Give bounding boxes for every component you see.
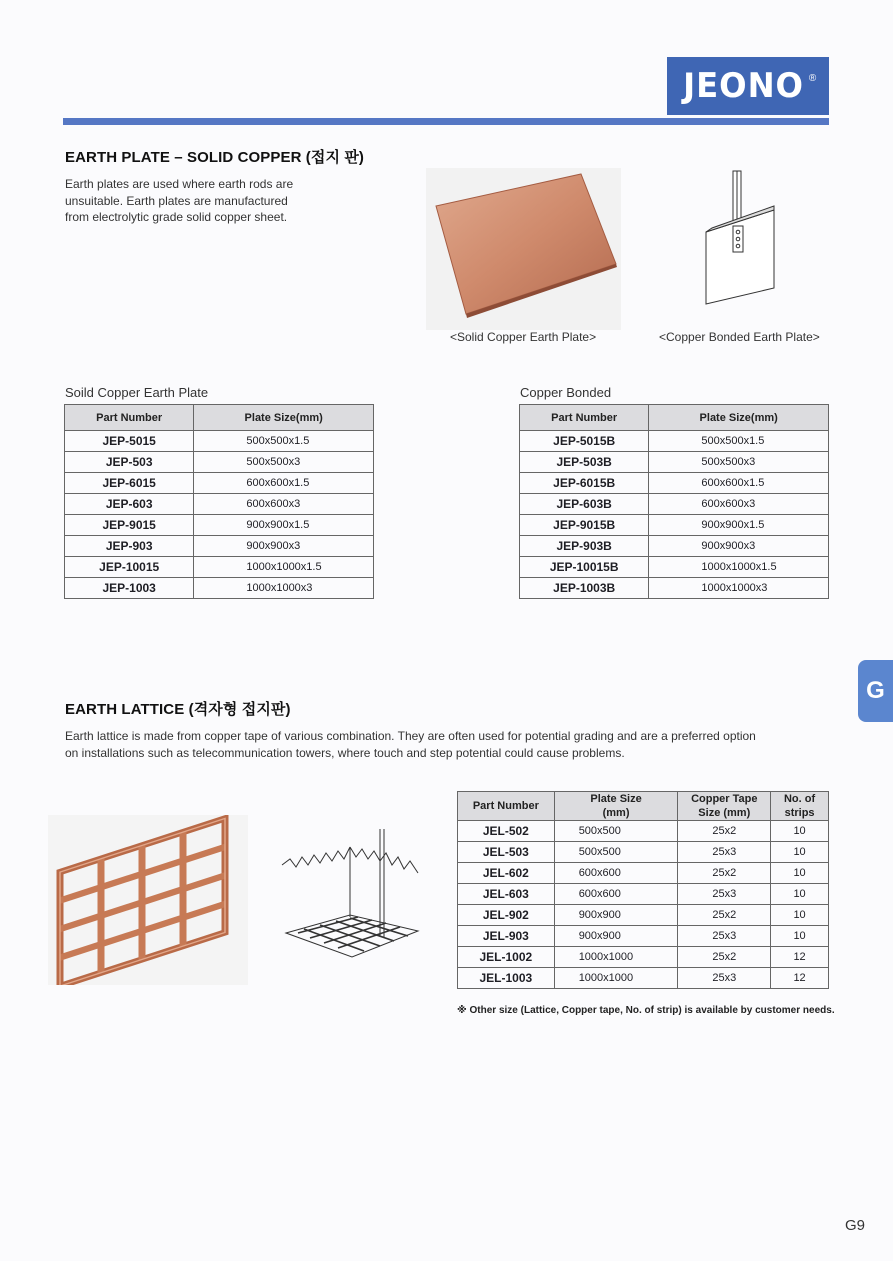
plate-description-line: from electrolytic grade solid copper sheet. [65, 210, 288, 224]
table-row [520, 494, 829, 515]
bonded-table-label: Copper Bonded [520, 385, 612, 400]
lattice-installation-drawing [280, 825, 430, 970]
plate-size-cell: 1000x1000x1.5 [194, 557, 374, 578]
part-number-cell: JEP-9015B [520, 515, 649, 536]
header-rule [63, 118, 829, 125]
header-line: Part Number [472, 800, 539, 812]
table-row [458, 947, 829, 968]
part-number-cell: JEL-1003 [458, 968, 555, 989]
table-row [520, 473, 829, 494]
table-row [458, 842, 829, 863]
plate-size-cell: 600x600x3 [649, 494, 829, 515]
part-number-cell: JEP-1003 [65, 578, 194, 599]
plate-size-cell: 500x500x3 [194, 452, 374, 473]
strips-cell: 10 [771, 842, 829, 863]
column-header [771, 792, 829, 821]
plate-size-cell: 600x600 [554, 863, 678, 884]
lattice-section-title: EARTH LATTICE (격자형 접지판) [65, 701, 291, 718]
header-line: No. of [783, 793, 816, 805]
part-number-cell: JEP-6015 [65, 473, 194, 494]
table-row [458, 863, 829, 884]
solid-table-label: Soild Copper Earth Plate [65, 385, 209, 400]
part-number-cell: JEP-5015B [520, 431, 649, 452]
plate-size-cell: 1000x1000x1.5 [649, 557, 829, 578]
table-header-row [520, 405, 829, 431]
lattice-description-line: Earth lattice is made from copper tape of various combination. They are often used for potential grading and are a preferred option [65, 729, 756, 743]
plate-section-title: EARTH PLATE – SOLID COPPER (접지 판) [65, 149, 365, 166]
plate-size-cell: 500x500x1.5 [649, 431, 829, 452]
part-number-cell: JEP-903 [65, 536, 194, 557]
earth-lattice-table [457, 791, 829, 989]
table-row [65, 494, 374, 515]
part-number-cell: JEL-502 [458, 821, 555, 842]
table-row [65, 515, 374, 536]
plate-size-cell: 1000x1000x3 [194, 578, 374, 599]
bonded-plate-caption: <Copper Bonded Earth Plate> [659, 330, 820, 344]
table-header-row [65, 405, 374, 431]
tape-size-cell: 25x2 [678, 821, 771, 842]
strips-cell: 10 [771, 863, 829, 884]
solid-plate-caption: <Solid Copper Earth Plate> [450, 330, 597, 344]
plate-size-cell: 500x500x3 [649, 452, 829, 473]
solid-copper-table [64, 404, 374, 599]
part-number-cell: JEP-5015 [65, 431, 194, 452]
table-row [65, 557, 374, 578]
tape-size-cell: 25x3 [678, 842, 771, 863]
part-number-cell: JEL-503 [458, 842, 555, 863]
plate-description-line: Earth plates are used where earth rods are [65, 177, 294, 191]
table-row [520, 536, 829, 557]
strips-cell: 10 [771, 884, 829, 905]
header-line: Plate Size [590, 793, 642, 805]
column-header: Plate Size(mm) [649, 405, 829, 431]
column-header: Part Number [65, 405, 194, 431]
column-header: Part Number [520, 405, 649, 431]
section-tab: G [858, 660, 893, 722]
header-line: (mm) [602, 807, 630, 819]
tape-size-cell: 25x2 [678, 905, 771, 926]
part-number-cell: JEP-10015B [520, 557, 649, 578]
part-number-cell: JEP-503B [520, 452, 649, 473]
brand-registered-mark: ® [808, 72, 817, 84]
column-header [678, 792, 771, 821]
plate-size-cell: 500x500x1.5 [194, 431, 374, 452]
strips-cell: 10 [771, 905, 829, 926]
brand-logo [667, 57, 829, 115]
lattice-description-line: on installations such as telecommunication towers, where touch and step potential could cause problems. [65, 745, 625, 760]
plate-size-cell: 900x900x1.5 [649, 515, 829, 536]
part-number-cell: JEP-503 [65, 452, 194, 473]
brand-name: JEONO [682, 66, 804, 106]
part-number-cell: JEP-10015 [65, 557, 194, 578]
table-row [520, 515, 829, 536]
tape-size-cell: 25x3 [678, 926, 771, 947]
table-row [458, 926, 829, 947]
part-number-cell: JEL-1002 [458, 947, 555, 968]
table-header-row [458, 792, 829, 821]
header-line: Size (mm) [698, 807, 751, 819]
part-number-cell: JEP-9015 [65, 515, 194, 536]
strips-cell: 12 [771, 947, 829, 968]
header-line: strips [784, 807, 815, 819]
strips-cell: 10 [771, 821, 829, 842]
plate-size-cell: 1000x1000 [554, 947, 678, 968]
plate-size-cell: 600x600x1.5 [194, 473, 374, 494]
part-number-cell: JEP-903B [520, 536, 649, 557]
table-row [458, 821, 829, 842]
plate-size-cell: 900x900 [554, 926, 678, 947]
plate-size-cell: 1000x1000x3 [649, 578, 829, 599]
plate-size-cell: 600x600 [554, 884, 678, 905]
plate-size-cell: 500x500 [554, 842, 678, 863]
plate-description [65, 176, 325, 226]
plate-description-line: unsuitable. Earth plates are manufactured [65, 193, 288, 208]
table-row [520, 452, 829, 473]
part-number-cell: JEP-1003B [520, 578, 649, 599]
header-line: Copper Tape [691, 793, 758, 805]
table-row [65, 473, 374, 494]
tape-size-cell: 25x3 [678, 884, 771, 905]
copper-lattice-image [48, 815, 248, 985]
part-number-cell: JEP-603B [520, 494, 649, 515]
plate-size-cell: 900x900x3 [194, 536, 374, 557]
table-row [65, 452, 374, 473]
plate-size-cell: 1000x1000 [554, 968, 678, 989]
table-row [458, 884, 829, 905]
tape-size-cell: 25x3 [678, 968, 771, 989]
custom-size-note: ※ Other size (Lattice, Copper tape, No. of strip) is available by customer needs. [457, 1005, 835, 1016]
table-row [458, 968, 829, 989]
table-row [65, 536, 374, 557]
column-header [554, 792, 678, 821]
part-number-cell: JEL-602 [458, 863, 555, 884]
part-number-cell: JEP-603 [65, 494, 194, 515]
copper-bonded-table [519, 404, 829, 599]
plate-size-cell: 600x600x1.5 [649, 473, 829, 494]
part-number-cell: JEP-6015B [520, 473, 649, 494]
solid-copper-plate-image [426, 168, 621, 330]
plate-size-cell: 900x900 [554, 905, 678, 926]
table-row [65, 578, 374, 599]
table-row [65, 431, 374, 452]
tape-size-cell: 25x2 [678, 947, 771, 968]
plate-size-cell: 900x900x1.5 [194, 515, 374, 536]
lattice-description [65, 728, 845, 761]
plate-size-cell: 500x500 [554, 821, 678, 842]
part-number-cell: JEL-603 [458, 884, 555, 905]
table-row [520, 431, 829, 452]
page-number: G9 [845, 1217, 866, 1234]
column-header: Plate Size(mm) [194, 405, 374, 431]
table-row [520, 557, 829, 578]
part-number-cell: JEL-903 [458, 926, 555, 947]
strips-cell: 10 [771, 926, 829, 947]
column-header [458, 792, 555, 821]
plate-size-cell: 600x600x3 [194, 494, 374, 515]
strips-cell: 12 [771, 968, 829, 989]
part-number-cell: JEL-902 [458, 905, 555, 926]
tape-size-cell: 25x2 [678, 863, 771, 884]
copper-bonded-plate-drawing [700, 170, 775, 310]
plate-size-cell: 900x900x3 [649, 536, 829, 557]
table-row [520, 578, 829, 599]
table-row [458, 905, 829, 926]
